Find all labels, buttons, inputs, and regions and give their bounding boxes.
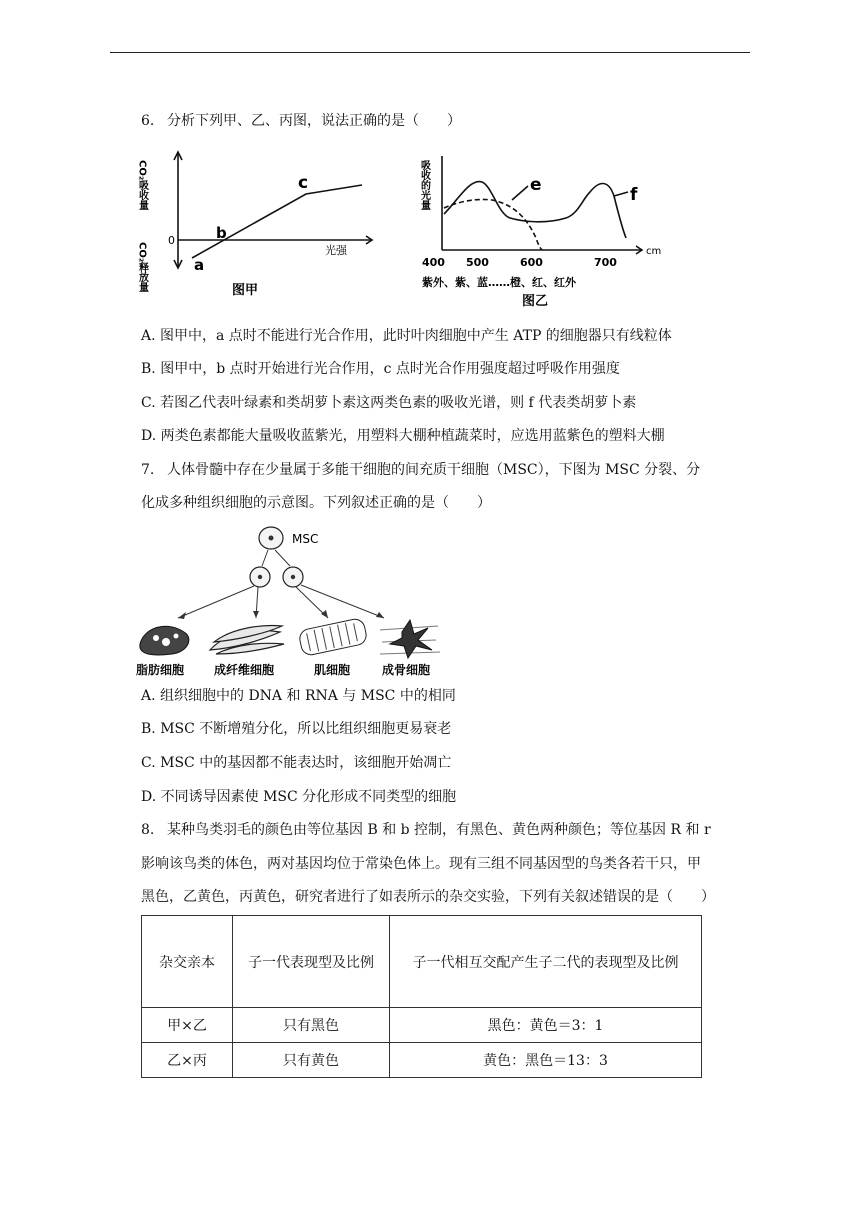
q8-stem: [141, 820, 711, 840]
table-header: 子一代表现型及比例: [233, 916, 390, 1008]
q6-option-b: B. 图甲中，b 点时开始进行光合作用，c 点时光合作用强度超过呼吸作用强度: [141, 361, 620, 377]
muscle-cell-label: 肌细胞: [314, 663, 351, 677]
q8-number: 8.: [141, 822, 155, 838]
fig2-y-label: 吸收的光量: [418, 160, 430, 210]
q6-stem-text: 分析下列甲、乙、丙图，说法正确的是（ ）: [167, 113, 461, 129]
fibroblast-label: 成纤维细胞: [214, 663, 275, 677]
fig1-point-a: a: [194, 256, 205, 274]
q8-stem-line3: 黑色，乙黄色，丙黄色，研究者进行了如表所示的杂交实验，下列有关叙述错误的是（ ）: [141, 889, 715, 905]
cross-table: [141, 915, 702, 1078]
fig2-tick-700: 700: [594, 256, 617, 269]
table-row: [142, 1008, 702, 1043]
table-header: 杂交亲本: [142, 916, 233, 1008]
q7-option-b: B. MSC 不断增殖分化，所以比组织细胞更易衰老: [141, 721, 452, 737]
q7-option-a: A. 组织细胞中的 DNA 和 RNA 与 MSC 中的相同: [141, 688, 456, 704]
table-cell: 乙×丙: [142, 1043, 233, 1078]
fig2-tick-600: 600: [520, 256, 543, 269]
table-cell: 只有黄色: [233, 1043, 390, 1078]
q8-stem-line2: 影响该鸟类的体色，两对基因均位于常染色体上。现有三组不同基因型的鸟类各若干只，甲: [141, 856, 701, 872]
fig1-y-top-label: CO₂吸收量: [136, 160, 148, 211]
fig1-y-bottom-label: CO₂释放量: [136, 242, 148, 293]
fig2-curve-f-label: f: [630, 185, 638, 205]
q6-stem: [141, 111, 461, 131]
q8-stem-line1: 某种鸟类羽毛的颜色由等位基因 B 和 b 控制，有黑色、黄色两种颜色；等位基因 R 和 r: [167, 822, 711, 838]
osteoblast-icon: [380, 620, 440, 658]
table-header: 子一代相互交配产生子二代的表现型及比例: [390, 916, 702, 1008]
fig2-spectrum-label: 紫外、紫、蓝……橙、红、红外: [422, 276, 576, 289]
q6-option-a: A. 图甲中，a 点时不能进行光合作用，此时叶肉细胞中产生 ATP 的细胞器只有线粒体: [141, 328, 672, 344]
fig2-tick-400: 400: [422, 256, 445, 269]
table-cell: 甲×乙: [142, 1008, 233, 1043]
q7-stem-line2: 化成多种组织细胞的示意图。下列叙述正确的是（ ）: [141, 495, 491, 511]
q7-stem-line1: 人体骨髓中存在少量属于多能干细胞的间充质干细胞（MSC），下图为 MSC 分裂、分: [167, 462, 701, 478]
q7-stem: [141, 460, 700, 480]
fig2-tick-500: 500: [466, 256, 489, 269]
fibroblast-icon: [210, 626, 284, 654]
q6-number: 6.: [141, 113, 155, 129]
q7-option-c: C. MSC 中的基因都不能表达时，该细胞开始凋亡: [141, 755, 452, 771]
table-cell: 只有黑色: [233, 1008, 390, 1043]
fig1-origin-label: 0: [168, 234, 175, 247]
figure-msc: [136, 520, 446, 682]
q7-option-d: D. 不同诱导因素使 MSC 分化形成不同类型的细胞: [141, 789, 457, 805]
figure-yi: [418, 152, 680, 310]
muscle-cell-icon: [298, 617, 368, 656]
header-rule: [110, 52, 750, 53]
table-cell: 黑色：黄色＝3：1: [390, 1008, 702, 1043]
fig1-caption: 图甲: [232, 283, 259, 298]
fig2-unit: cm: [646, 246, 662, 257]
q7-number: 7.: [141, 462, 155, 478]
fig2-curve-e-label: e: [530, 175, 542, 195]
q6-option-d: D. 两类色素都能大量吸收蓝紫光，用塑料大棚种植蔬菜时，应选用蓝紫色的塑料大棚: [141, 428, 665, 444]
table-row: [142, 1043, 702, 1078]
fig1-point-c: c: [298, 173, 309, 193]
fig1-point-b: b: [216, 224, 227, 242]
fig1-x-label: 光强: [325, 244, 347, 257]
table-cell: 黄色：黑色＝13：3: [390, 1043, 702, 1078]
figure-jia: [136, 146, 380, 301]
table-header-row: [142, 916, 702, 1008]
msc-label: MSC: [292, 532, 319, 546]
fat-cell-label: 脂肪细胞: [136, 663, 185, 677]
fig2-caption: 图乙: [522, 294, 549, 309]
osteoblast-label: 成骨细胞: [382, 663, 431, 677]
q6-option-c: C. 若图乙代表叶绿素和类胡萝卜素这两类色素的吸收光谱，则 f 代表类胡萝卜素: [141, 395, 637, 411]
